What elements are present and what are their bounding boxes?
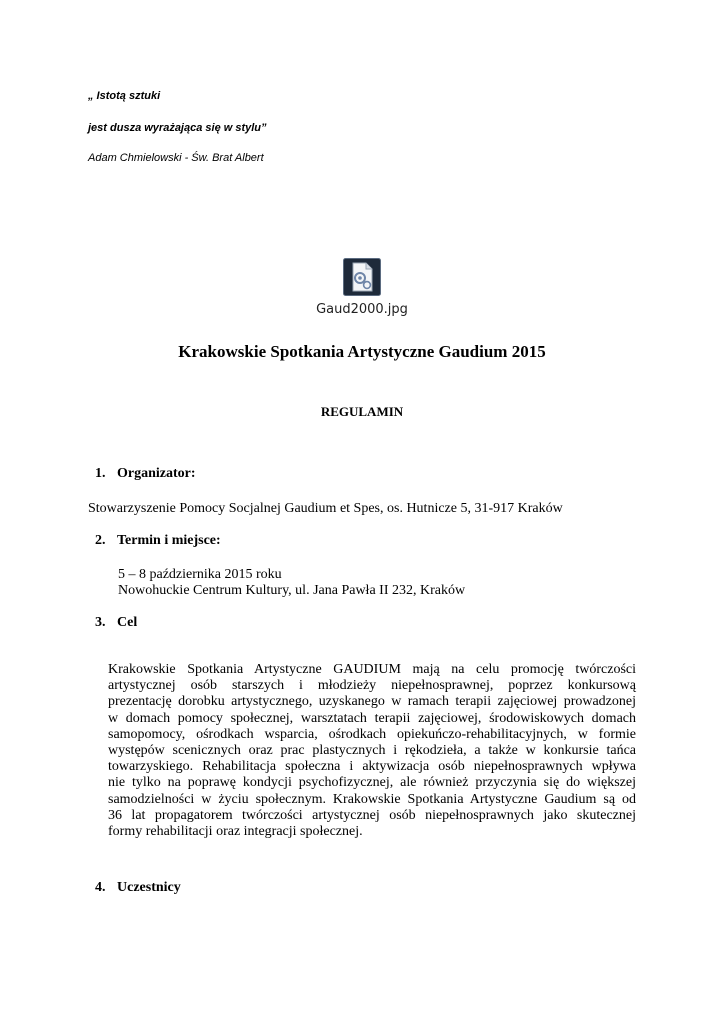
section-heading-organizer — [95, 466, 196, 482]
document-title: Krakowskie Spotkania Artystyczne Gaudium 2015 — [178, 342, 546, 361]
goal-paragraph — [108, 662, 636, 840]
epigraph-line-1: „ Istotą sztuki — [88, 90, 161, 102]
section-heading-participants — [95, 880, 181, 896]
paragraph-line: artystycznej osób starszych i młodzieży niepełnosprawnej, poprzez konkursową — [108, 678, 636, 694]
organizer-text: Stowarzyszenie Pomocy Socjalnej Gaudium et Spes, os. Hutnicze 5, 31-917 Kraków — [88, 501, 563, 516]
paragraph-line: samopomocy, ośrodkach wsparcia, ośrodkach opiekuńczo-rehabilitacyjnych, w formie — [108, 726, 636, 742]
epigraph-line-2: jest dusza wyrażająca się w stylu” — [88, 122, 267, 134]
section-title: Organizator: — [117, 466, 196, 481]
broken-image-file-icon[interactable] — [343, 258, 381, 296]
section-title: Termin i miejsce: — [117, 533, 221, 548]
section-heading-goal — [95, 615, 137, 631]
section-title: Uczestnicy — [117, 880, 181, 895]
section-title: Cel — [117, 615, 138, 630]
section-number: 2. — [95, 533, 106, 548]
paragraph-line: prezentację dorobku artystycznego, uzyskanego w ramach terapii zajęciowej prowadzonej — [108, 694, 636, 710]
epigraph-author: Adam Chmielowski - Św. Brat Albert — [88, 152, 264, 164]
paragraph-line: samodzielności w życiu społecznym. Krakowskie Spotkania Artystyczne Gaudium są od — [108, 791, 636, 807]
paragraph-line: Krakowskie Spotkania Artystyczne GAUDIUM mają na celu promocję twórczości — [108, 662, 636, 677]
section-number: 1. — [95, 466, 106, 481]
paragraph-line: towarzyskiego. Rehabilitacja społeczna i aktywizacja osób niepełnosprawnych wpływa — [108, 759, 636, 775]
event-date: 5 – 8 października 2015 roku — [118, 567, 282, 582]
section-number: 3. — [95, 615, 106, 630]
paragraph-line: nie tylko na poprawę kondycji psychofizycznej, ale również przyczynia się do większej — [108, 775, 636, 791]
section-number: 4. — [95, 880, 106, 895]
event-place: Nowohuckie Centrum Kultury, ul. Jana Pawła II 232, Kraków — [118, 583, 466, 598]
document-subtitle: REGULAMIN — [320, 404, 404, 419]
paragraph-line: występów scenicznych oraz prac plastycznych i rękodzieła, a także w konkursie tańca — [108, 743, 636, 759]
section-heading-date-place — [95, 533, 221, 549]
paragraph-line: formy rehabilitacji oraz integracji społecznej. — [108, 824, 363, 840]
image-filename: Gaud2000.jpg — [316, 302, 408, 317]
paragraph-line: w domach pomocy społecznej, warsztatach terapii zajęciowej, środowiskowych domach — [108, 710, 636, 726]
paragraph-line: 36 lat propagatorem twórczości artystycznej osób niepełnosprawnych jako skutecznej — [108, 807, 636, 823]
